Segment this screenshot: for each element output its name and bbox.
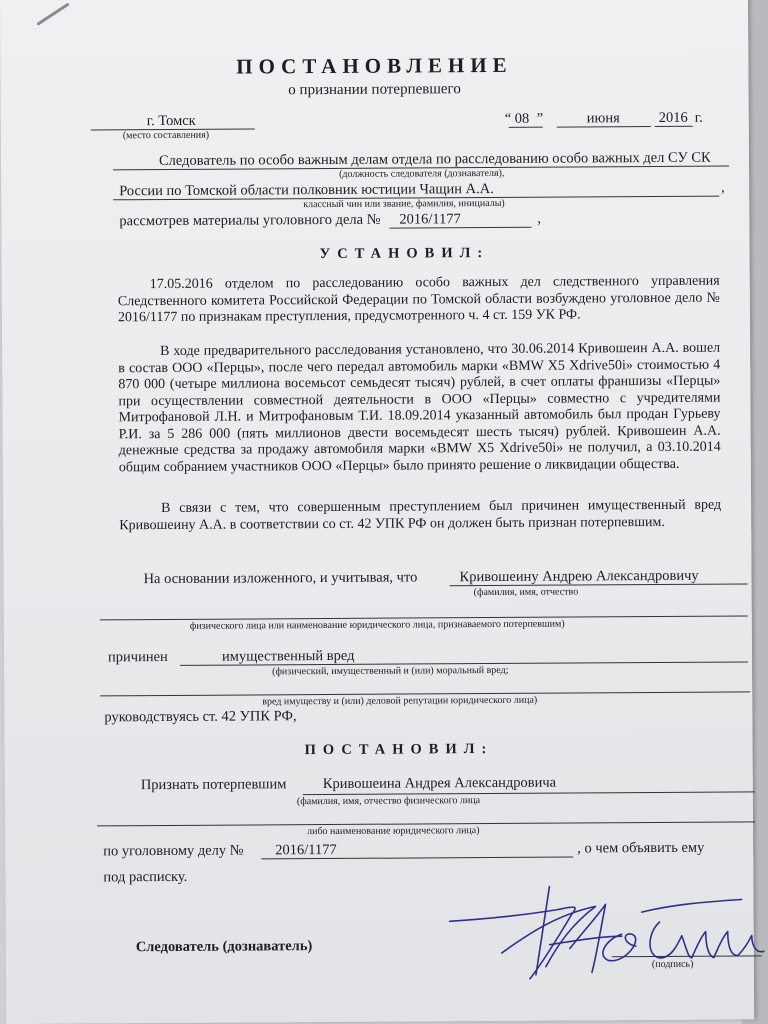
date-year: 2016 bbox=[658, 109, 688, 126]
harm-caption-2: вред имуществу и (или) деловой репутации юридического лица) bbox=[262, 694, 538, 708]
harm-label: причинен bbox=[107, 648, 168, 666]
case-number-underline bbox=[389, 227, 531, 229]
recognize-value: Кривошеина Андрея Александровича bbox=[322, 774, 557, 793]
case-number: 2016/1177 bbox=[399, 211, 461, 228]
date-year-suffix: г. bbox=[694, 109, 703, 126]
date-month: июня bbox=[586, 110, 620, 127]
guided-text: руководствуясь ст. 42 УПК РФ, bbox=[104, 708, 297, 726]
established-heading: УСТАНОВИЛ: bbox=[319, 245, 490, 263]
harm-value: имущественный вред bbox=[221, 647, 355, 665]
investigator-name-comma: , bbox=[721, 179, 725, 196]
date-day-underline bbox=[509, 127, 543, 128]
recognize-caption-1: (фамилия, имя, отчество физического лица bbox=[296, 795, 481, 808]
document-title: ПОСТАНОВЛЕНИЕ bbox=[236, 52, 513, 79]
harm-caption-1: (физический, имущественный и (или) моральный вред; bbox=[272, 664, 509, 678]
date-year-underline bbox=[655, 126, 693, 127]
decided-receipt: под расписку. bbox=[103, 868, 188, 886]
date-month-underline bbox=[557, 126, 651, 128]
signature-label: Следователь (дознаватель) bbox=[135, 938, 313, 956]
decided-announce: , о чем объявить ему bbox=[577, 839, 705, 857]
investigator-position-caption: (должность следователя (дознавателя), bbox=[339, 167, 505, 180]
document-subtitle: о признании потерпевшего bbox=[288, 81, 461, 99]
case-comma: , bbox=[537, 210, 542, 227]
date-day: 08 bbox=[514, 110, 530, 127]
basis-caption-2: физического лица или наименование юридического лица, признаваемого потерпевшим) bbox=[189, 618, 565, 632]
investigator-name-caption: классный чин или звание, фамилия, инициалы) bbox=[303, 197, 505, 211]
investigator-position: Следователь по особо важным делам отдела по расследованию особо важных дел СУ СК bbox=[158, 149, 711, 170]
established-paragraph-3: В связи с тем, что совершенным преступлением был причинен имущественный вред Кривошеину А.А. в соответствии со ст. 42 УПК РФ он должен быть признан потерпевшим. bbox=[119, 497, 722, 533]
basis-caption-1: (фамилия, имя, отчество bbox=[473, 586, 579, 599]
date-close-quote: ” bbox=[536, 110, 544, 127]
basis-value: Кривошеину Андрею Александровичу bbox=[459, 567, 699, 586]
staple bbox=[36, 2, 69, 25]
decided-case-label: по уголовному делу № bbox=[103, 842, 244, 860]
decided-heading: ПОСТАНОВИЛ: bbox=[304, 741, 494, 759]
place-caption: (место составления) bbox=[122, 129, 210, 142]
established-paragraph-1: 17.05.2016 отделом по расследованию особо важных дел следственного управления Следственного комитета Российской Федерации по Томской области возбуждено уголовное дело № 2016/1177 по признакам преступления, предусмотренного ч. 4 ст. 159 УК РФ. bbox=[117, 273, 720, 326]
recognize-label: Признать потерпевшим bbox=[140, 776, 287, 794]
case-reviewed-label: рассмотрев материалы уголовного дела № bbox=[119, 211, 381, 230]
recognize-caption-2: либо наименование юридического лица) bbox=[307, 825, 480, 838]
date-open-quote: “ bbox=[504, 110, 512, 127]
investigator-name: России по Томской области полковник юстиции Чащин А.А. bbox=[119, 180, 494, 200]
place-value: г. Томск bbox=[146, 112, 196, 130]
basis-label: На основании изложенного, и учитывая, что bbox=[143, 569, 418, 588]
signature-caption: (подпись) bbox=[651, 958, 694, 971]
established-paragraph-2: В ходе предварительного расследования установлено, что 30.06.2014 Кривошеин А.А. вошел в состав ООО «Перцы», после чего передал автомобиль марки «BMW X5 Xdrive50i» стоимостью 4 870 000 (четыре миллиона восемьсот семьдесят тысяч) рублей, в счет оплаты франшизы «Перцы» при осуществлении совместной деятельности в ООО «Перцы» совместно с учредителями Митрофановой Л.Н. и Митрофановым Т.И. 18.09.2014 указанный автомобиль был продан Гурьеву Р.И. за 5 286 000 (пять миллионов двести восемьдесят шесть тысяч) рублей. Кривошеин А.А. денежные средства за продажу автомобиля марки «BMW X5 Xdrive50i» не получил, а 03.10.2014 общим собранием участников ООО «Перцы» было принято решение о ликвидации общества. bbox=[118, 340, 721, 475]
handwritten-signature bbox=[445, 873, 766, 985]
decided-case-number: 2016/1177 bbox=[275, 841, 337, 859]
